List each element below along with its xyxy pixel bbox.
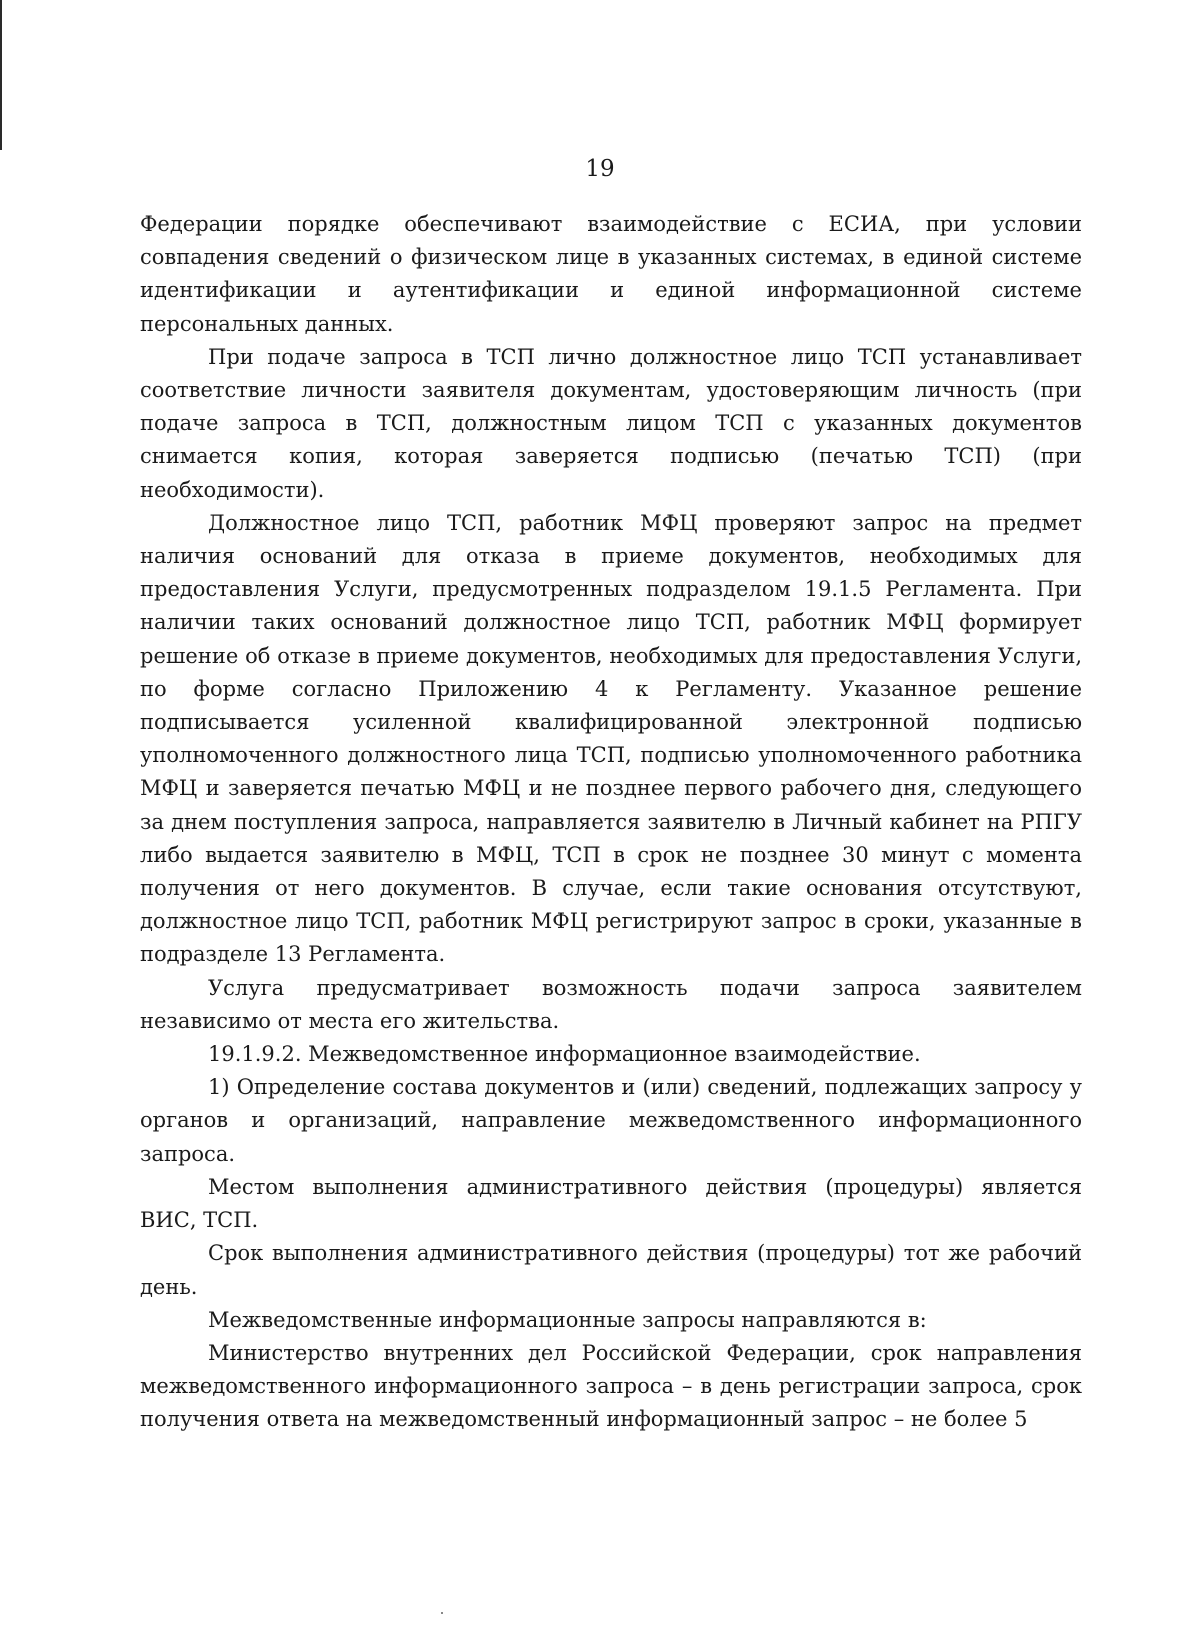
paragraph-identity-check: При подаче запроса в ТСП лично должностное лицо ТСП устанавливает соответствие личности заявителя документам, удостоверяющим личность (при подаче запроса в ТСП, должностным лицом ТСП с указанных документов снимается копия, которая заверяется подписью (печатью ТСП) (при необходимости).: [140, 344, 1082, 502]
scan-edge-mark: [0, 0, 2, 150]
paragraph-requests-sent-to: Межведомственные информационные запросы направляются в:: [208, 1307, 927, 1332]
section-heading-interagency: 19.1.9.2. Межведомственное информационное взаимодействие.: [208, 1042, 921, 1067]
paragraph-execution-term: Срок выполнения административного действия (процедуры) тот же рабочий день.: [140, 1241, 1082, 1299]
document-body: [140, 208, 1082, 1437]
page-number: 19: [585, 156, 615, 182]
scan-artifact-dot: [441, 1612, 443, 1614]
paragraph-place-of-execution: Местом выполнения административного действия (процедуры) является ВИС, ТСП.: [140, 1174, 1082, 1233]
paragraph-continuation: Федерации порядке обеспечивают взаимодействие с ЕСИА, при условии совпадения сведений о физическом лице в указанных системах, в единой системе идентификации и аутентификации и единой информационной системе персональных данных.: [140, 212, 1082, 336]
paragraph-extraterritorial: Услуга предусматривает возможность подачи запроса заявителем независимо от места его жительства.: [140, 975, 1082, 1033]
paragraph-ministry-internal-affairs: Министерство внутренних дел Российской Федерации, срок направления межведомственного информационного запроса – в день регистрации запроса, срок получения ответа на межведомственный информационный запрос – не более 5: [140, 1340, 1082, 1432]
paragraph-request-verification: Должностное лицо ТСП, работник МФЦ проверяют запрос на предмет наличия оснований для отказа в приеме документов, необходимых для предоставления Услуги, предусмотренных подразделом 19.1.5 Регламента. При наличии таких оснований должностное лицо ТСП, работник МФЦ формирует решение об отказе в приеме документов, необходимых для предоставления Услуги, по форме согласно Приложению 4 к Регламенту. Указанное решение подписывается усиленной квалифицированной электронной подписью уполномоченного должностного лица ТСП, подписью уполномоченного работника МФЦ и заверяется печатью МФЦ и не позднее первого рабочего дня, следующего за днем поступления запроса, направляется заявителю в Личный кабинет на РПГУ либо выдается заявителю в МФЦ, ТСП в срок не позднее 30 минут с момента получения от него документов. В случае, если такие основания отсутствуют, должностное лицо ТСП, работник МФЦ регистрируют запрос в сроки, указанные в подразделе 13 Регламента.: [140, 510, 1082, 967]
paragraph-document-composition: 1) Определение состава документов и (или) сведений, подлежащих запросу у органов и организаций, направление межведомственного информационного запроса.: [140, 1075, 1082, 1166]
